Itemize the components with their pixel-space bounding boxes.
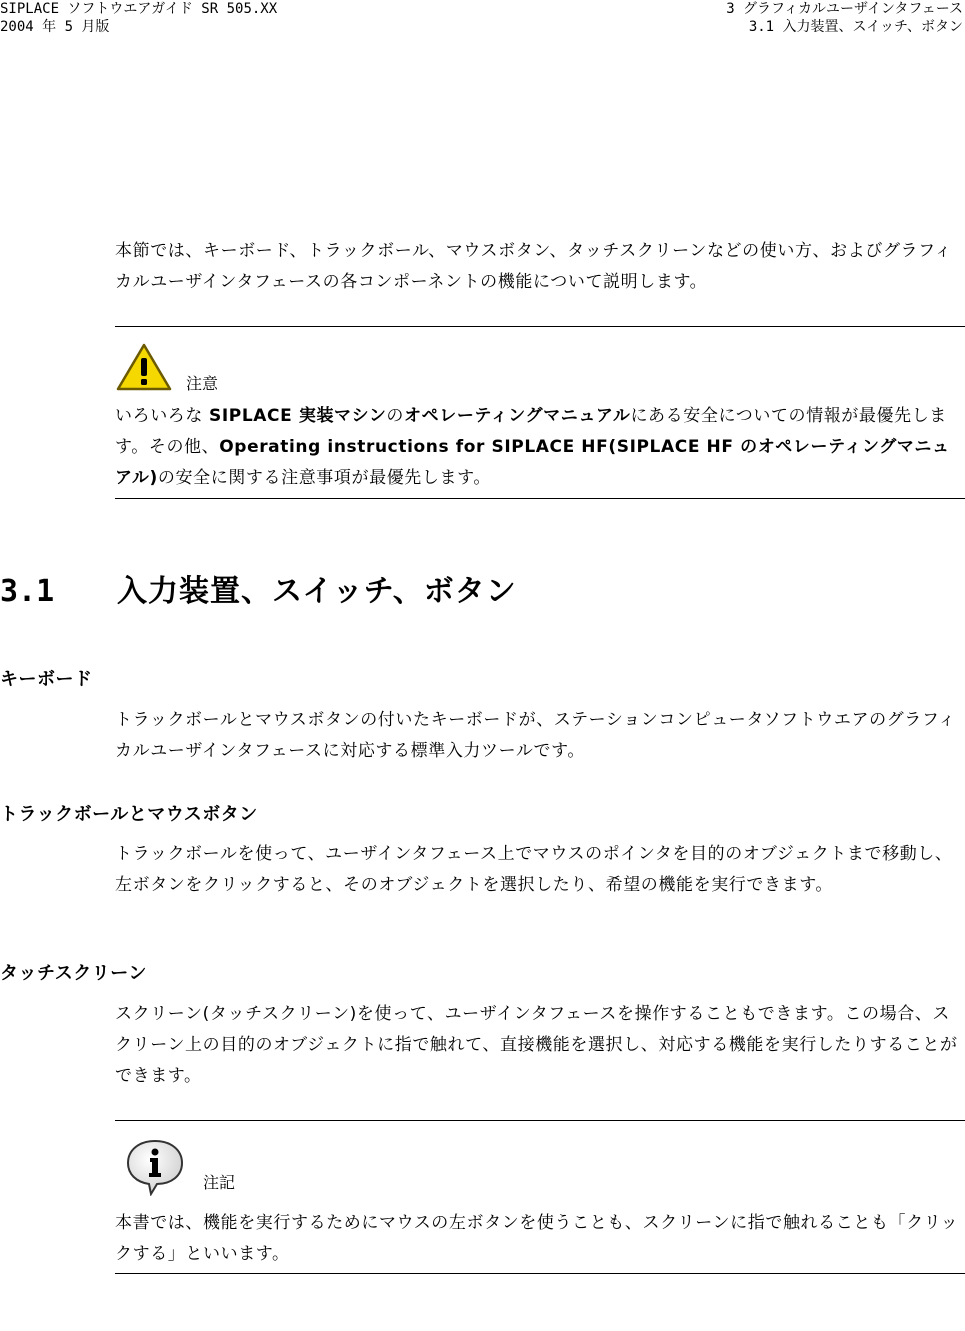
caution-text-mid-2: にある安全についての情報が最優先します。その他、 [115,406,947,457]
section-reference: 3.1 入力装置、スイッチ、ボタン [748,19,963,35]
keyboard-heading: キーボード [0,669,93,690]
note-top-rule [115,1120,965,1121]
note-label: 注記 [203,1173,236,1192]
keyboard-paragraph: トラックボールとマウスボタンの付いたキーボードが、ステーションコンピュータソフトウエアのグラフィカルユーザインタフェースに対応する標準入力ツールです。 [115,710,956,761]
chapter-title: 3 グラフィカルユーザインタフェース [726,1,963,17]
caution-text-prefix: いろいろな [115,406,210,426]
intro-paragraph: 本節では、キーボード、トラックボール、マウスボタン、タッチスクリーンなどの使い方、およびグラフィカルユーザインタフェースの各コンポーネントの機能について説明します。 [115,241,952,292]
trackball-paragraph: トラックボールを使って、ユーザインタフェース上でマウスのポインタを目的のオブジェクトまで移動し、左ボタンをクリックすると、そのオブジェクトを選択したり、希望の機能を実行できます。 [115,844,953,895]
caution-label: 注意 [186,374,219,393]
caution-bottom-rule [115,498,965,499]
caution-manual-name: オペレーティングマニュアル [404,406,631,426]
caution-machine-name: SIPLACE 実装マシン [209,406,387,426]
page-header-left [0,0,277,36]
trackball-heading: トラックボールとマウスボタン [0,804,258,825]
info-speech-bubble-icon [124,1138,186,1200]
note-paragraph: 本書では、機能を実行するためにマウスの左ボタンを使うことも、スクリーンに指で触れることも「クリックする」といいます。 [115,1213,959,1264]
caution-hf-manual-name: Operating instructions for SIPLACE HF(SIPLACE HF のオペレーティングマニュアル) [115,437,950,488]
edition-date: 2004 年 5 月版 [0,19,110,35]
page-header-right [726,0,963,36]
caution-text-mid-1: の [386,406,405,426]
document-title: SIPLACE ソフトウエアガイド SR 505.XX [0,1,278,17]
caution-text-suffix: の安全に関する注意事項が最優先します。 [157,468,491,488]
touchscreen-heading: タッチスクリーン [0,963,147,984]
note-bottom-rule [115,1273,965,1274]
caution-text [115,401,965,494]
section-number: 3.1 [0,574,55,609]
section-title: 入力装置、スイッチ、ボタン [117,574,517,609]
caution-top-rule [115,326,965,327]
touchscreen-paragraph: スクリーン(タッチスクリーン)を使って、ユーザインタフェースを操作することもできます。この場合、スクリーン上の目的のオブジェクトに指で触れて、直接機能を選択し、対応する機能を実行したりすることができます。 [115,1004,958,1086]
warning-triangle-icon [115,342,173,396]
